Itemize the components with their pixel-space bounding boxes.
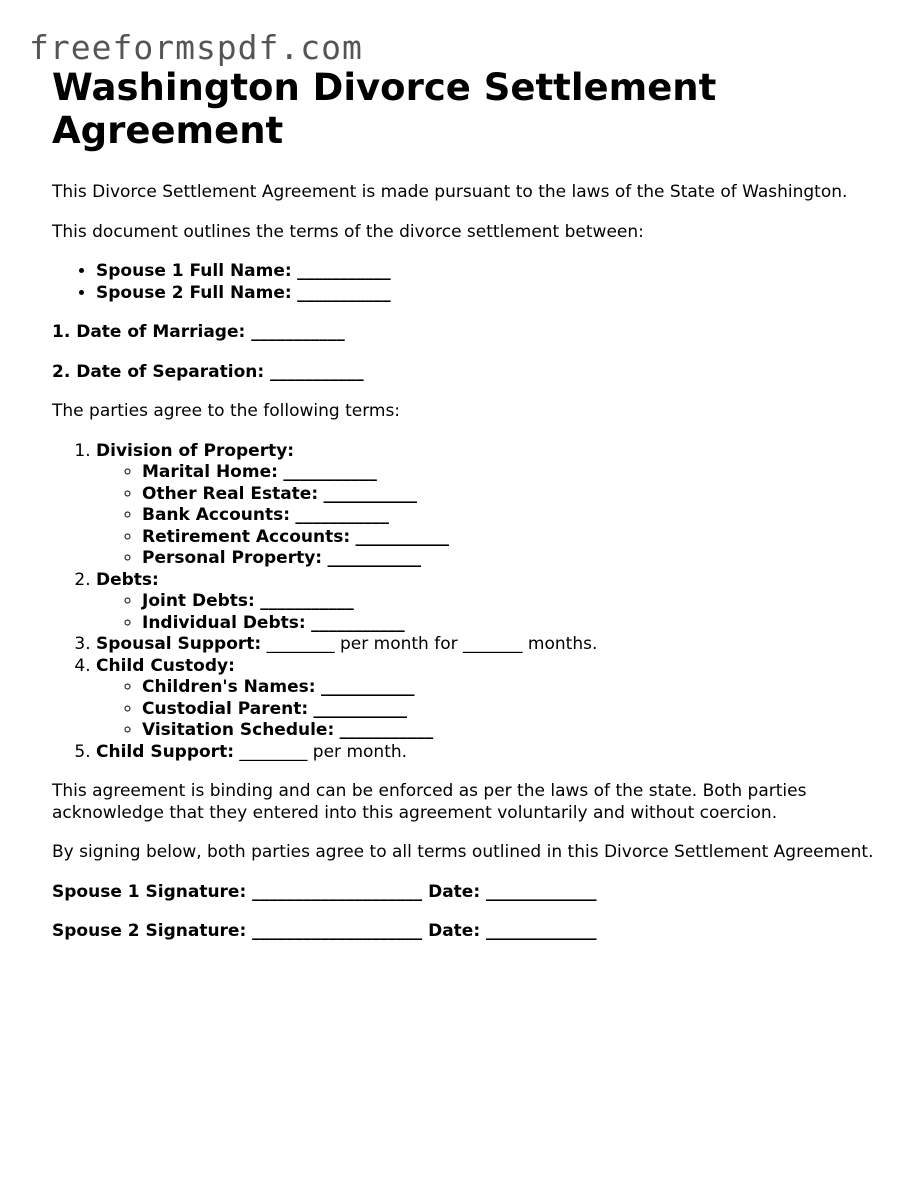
spouse-2-name-label: Spouse 2 Full Name: [96,282,292,303]
spouse-2-signature-line[interactable]: Spouse 2 Signature: ____________________ Date: _____________ [52,921,597,941]
spousal-support-field[interactable]: ________ per month for _______ months. [266,634,598,654]
outline-paragraph: This document outlines the terms of the divorce settlement between: [52,221,644,242]
individual-debts-label: Individual Debts: [142,612,306,633]
property-sublist [96,462,882,570]
childrens-names-field[interactable]: ___________ [320,677,415,697]
date-of-marriage-label: 1. Date of Marriage: [52,322,246,342]
term-debts [96,570,882,635]
spouse-list [52,261,882,304]
binding-paragraph: This agreement is binding and can be enforced as per the laws of the state. Both parties acknowledge that they entered into this agreement voluntarily and without coercion. [52,781,807,823]
childrens-names-label: Children's Names: [142,677,316,697]
list-item [142,527,882,549]
list-item [142,505,882,527]
term-child-custody [96,656,882,742]
visitation-schedule-label: Visitation Schedule: [142,720,335,740]
signing-paragraph: By signing below, both parties agree to all terms outlined in this Divorce Settlement Agreement. [52,842,874,862]
term-label: Child Custody: [96,655,235,676]
term-child-support [96,742,882,764]
child-support-field[interactable]: ________ per month. [239,741,408,762]
list-item [142,720,882,742]
bank-accounts-label: Bank Accounts: [142,505,290,525]
document-body [52,66,882,961]
list-item [142,613,882,635]
debts-sublist [96,591,882,634]
spouse-2-name-field[interactable]: ___________ [297,282,391,303]
personal-property-field[interactable]: ___________ [327,548,422,568]
retirement-accounts-label: Retirement Accounts: [142,526,351,547]
joint-debts-label: Joint Debts: [142,591,255,611]
spouse-1-signature-line[interactable]: Spouse 1 Signature: ____________________ Date: _____________ [52,881,597,902]
spouse-1-name-label: Spouse 1 Full Name: [96,261,292,281]
list-item [142,677,882,699]
list-item [96,261,882,283]
retirement-accounts-field[interactable]: ___________ [355,526,450,547]
term-label: Spousal Support: [96,634,262,654]
visitation-schedule-field[interactable]: ___________ [339,720,434,740]
list-item [142,484,882,506]
custodial-parent-field[interactable]: ___________ [313,698,408,719]
custodial-parent-label: Custodial Parent: [142,698,309,719]
other-real-estate-label: Other Real Estate: [142,483,319,504]
list-item [96,283,882,305]
date-of-marriage [52,322,882,344]
term-label: Division of Property: [96,440,295,461]
page-title: Washington Divorce Settlement Agreement [52,66,717,152]
other-real-estate-field[interactable]: ___________ [323,483,418,504]
marital-home-label: Marital Home: [142,462,278,482]
term-label: Child Support: [96,741,234,762]
intro-paragraph: This Divorce Settlement Agreement is made pursuant to the laws of the State of Washington. [52,182,848,202]
date-of-marriage-field[interactable]: ___________ [251,322,345,342]
term-label: Debts: [96,569,159,590]
personal-property-label: Personal Property: [142,548,323,568]
list-item [142,548,882,570]
custody-sublist [96,677,882,742]
individual-debts-field[interactable]: ___________ [311,612,405,633]
date-of-separation [52,362,882,384]
marital-home-field[interactable]: ___________ [283,462,377,482]
watermark: freeformspdf.com [29,28,363,67]
terms-list [52,441,882,764]
spouse-1-name-field[interactable]: ___________ [297,261,391,281]
list-item [142,591,882,613]
terms-intro: The parties agree to the following terms: [52,401,401,421]
term-division-of-property [96,441,882,570]
date-of-separation-field[interactable]: ___________ [270,361,364,382]
joint-debts-field[interactable]: ___________ [260,591,354,611]
bank-accounts-field[interactable]: ___________ [295,505,389,525]
list-item [142,462,882,484]
date-of-separation-label: 2. Date of Separation: [52,361,265,382]
term-spousal-support [96,634,882,656]
list-item [142,699,882,721]
